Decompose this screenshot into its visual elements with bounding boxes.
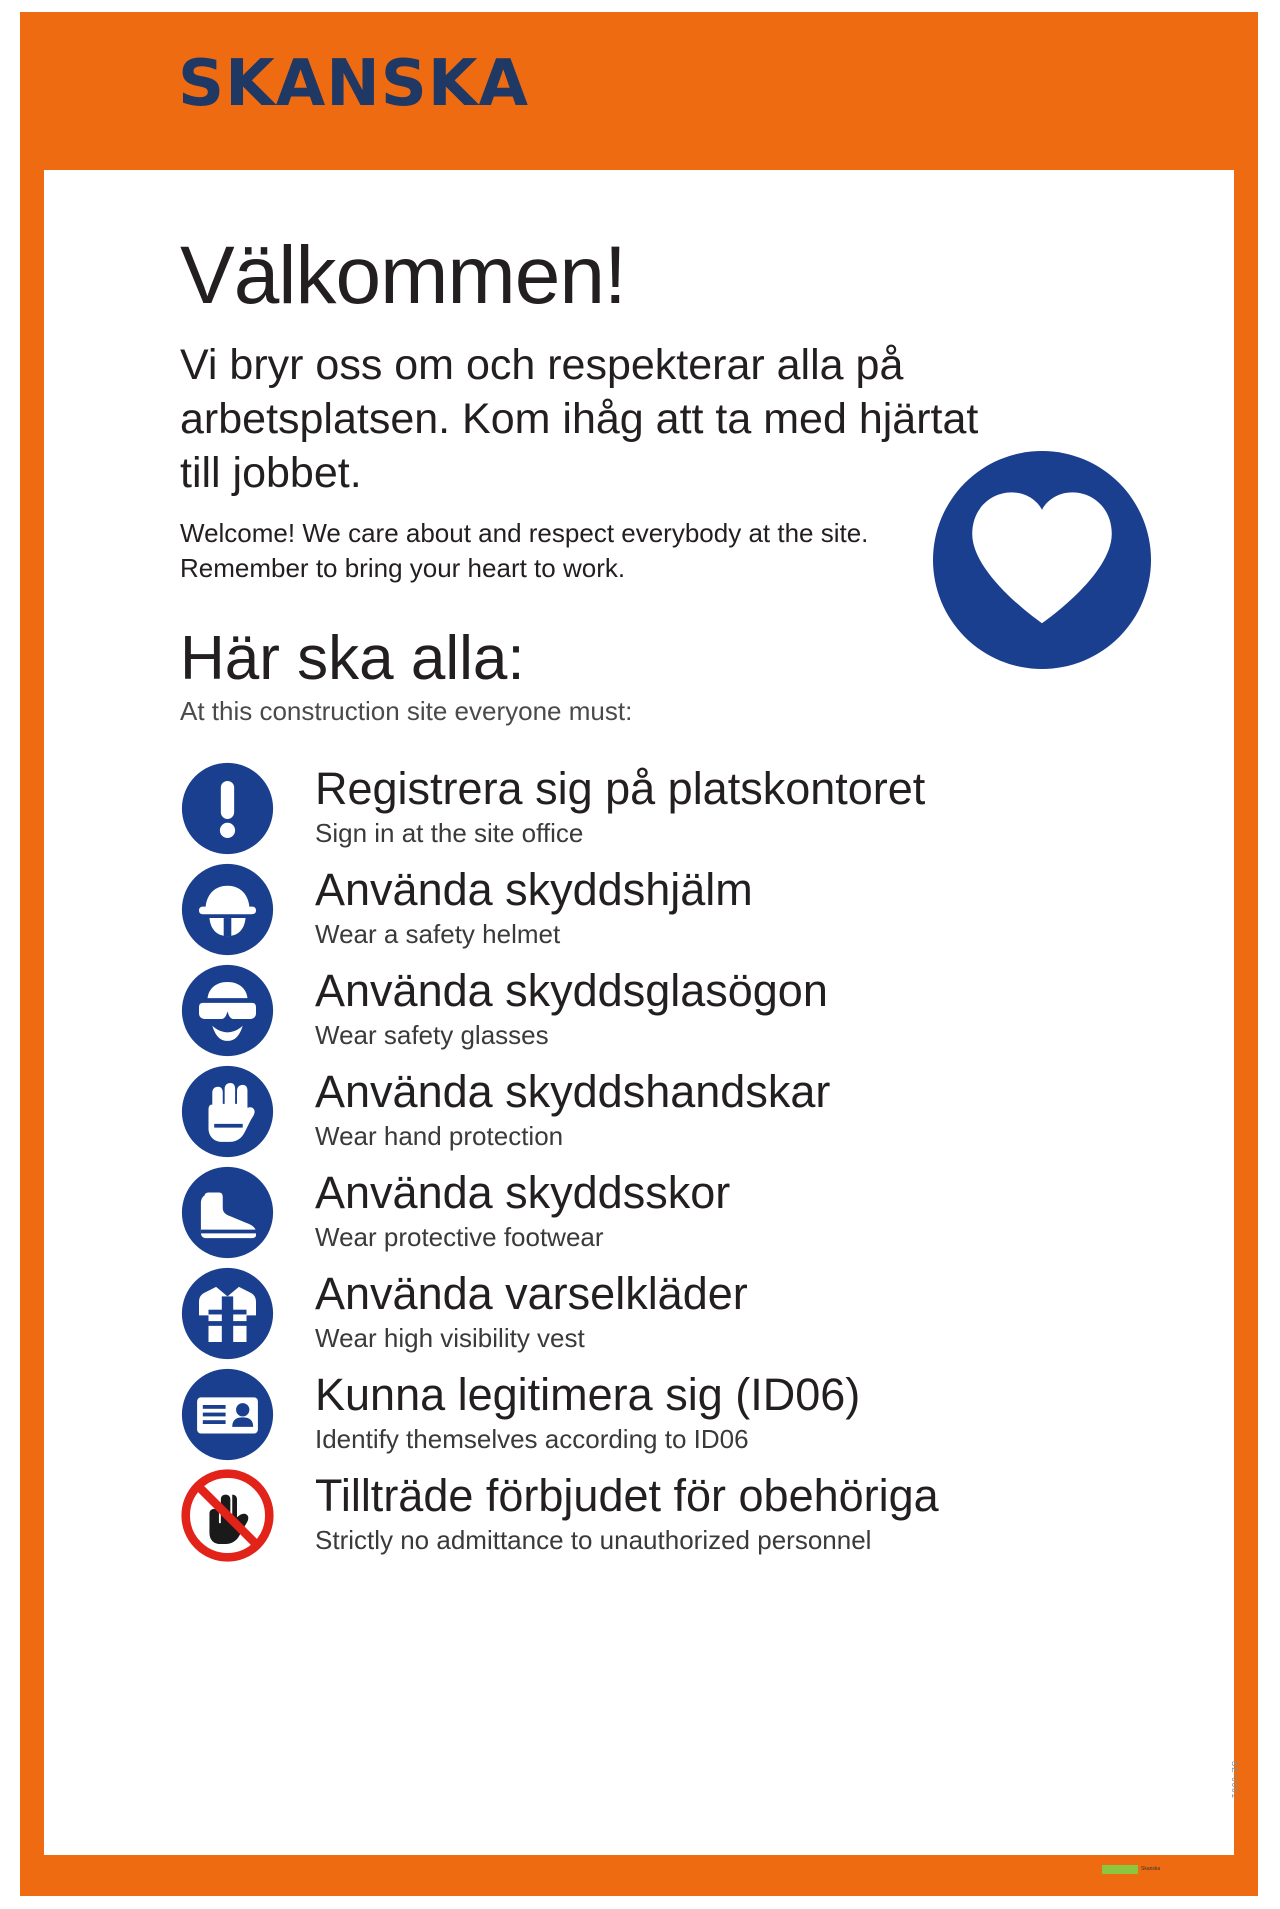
skanska-logo: SKANSKA — [178, 47, 529, 121]
rule-label-swedish: Använda skyddshjälm — [315, 864, 753, 916]
list-item — [180, 963, 1220, 1058]
rules-list — [180, 761, 1220, 1563]
list-item — [180, 862, 1220, 957]
safety-boot-icon — [180, 1165, 275, 1260]
rule-label-swedish: Registrera sig på platskontoret — [315, 763, 926, 815]
rule-label-swedish: Använda varselkläder — [315, 1268, 748, 1320]
rule-label-swedish: Kunna legitimera sig (ID06) — [315, 1369, 861, 1421]
orange-bar — [1163, 1865, 1197, 1874]
rule-label-english: Wear hand protection — [315, 1120, 564, 1151]
lead-text-swedish: Vi bryr oss om och respekterar alla på arbetsplatsen. Kom ihåg att ta med hjärtat till jobbet. — [180, 341, 979, 497]
list-item — [180, 1367, 1220, 1462]
safety-helmet-icon — [180, 862, 275, 957]
green-bar — [1102, 1865, 1138, 1874]
rule-label-swedish: Använda skyddsskor — [315, 1167, 731, 1219]
rule-label-swedish: Tillträde förbjudet för obehöriga — [315, 1470, 939, 1522]
rule-label-english: Wear high visibility vest — [315, 1322, 585, 1353]
page-title: Välkommen! — [180, 230, 626, 321]
list-item — [180, 761, 1220, 856]
footer-mark-label: Skanska — [1141, 1866, 1161, 1872]
section-title-swedish: Här ska alla: — [180, 624, 525, 694]
rule-label-english: Wear protective footwear — [315, 1221, 604, 1252]
lead-text-english: Welcome! We care about and respect everybody at the site. Remember to bring your heart to work. — [180, 518, 869, 584]
rule-label-swedish: Använda skyddshandskar — [315, 1066, 831, 1118]
id-card-icon — [180, 1367, 275, 1462]
safety-glasses-icon — [180, 963, 275, 1058]
poster-content — [180, 230, 1220, 1569]
list-item — [180, 1468, 1220, 1563]
exclamation-mark-icon — [180, 761, 275, 856]
footer-mark — [1102, 1863, 1222, 1875]
protective-gloves-icon — [180, 1064, 275, 1159]
print-code: SE-0001 — [1230, 1760, 1239, 1799]
list-item — [180, 1064, 1220, 1159]
rule-label-english: Wear safety glasses — [315, 1019, 549, 1050]
rule-label-english: Strictly no admittance to unauthorized personnel — [315, 1524, 872, 1555]
rule-label-english: Wear a safety helmet — [315, 918, 561, 949]
section-title-english: At this construction site everyone must: — [180, 696, 633, 727]
no-unauthorized-entry-icon — [180, 1468, 275, 1563]
list-item — [180, 1165, 1220, 1260]
rule-label-english: Identify themselves according to ID06 — [315, 1423, 749, 1454]
list-item — [180, 1266, 1220, 1361]
rule-label-english: Sign in at the site office — [315, 817, 584, 848]
rule-label-swedish: Använda skyddsglasögon — [315, 965, 828, 1017]
high-visibility-vest-icon — [180, 1266, 275, 1361]
